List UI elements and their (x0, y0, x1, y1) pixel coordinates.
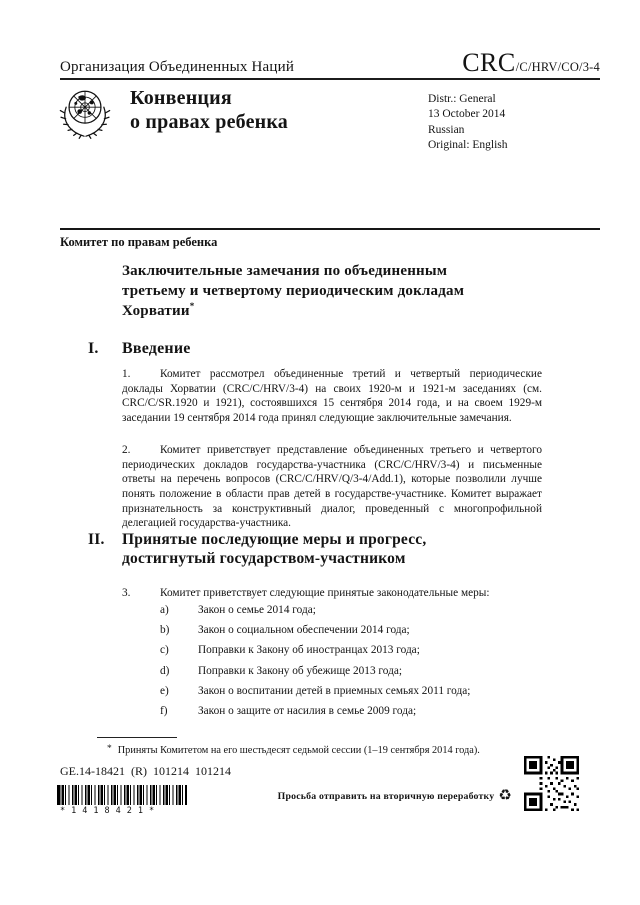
section-i-number: I. (88, 340, 99, 357)
document-title-line1: Заключительные замечания по объединенным (122, 263, 448, 279)
section-ii-heading (88, 530, 426, 569)
document-title-line3: Хорватии* (122, 301, 195, 319)
org-name: Организация Объединенных Наций (60, 59, 295, 75)
list-item-text: Закон о защите от насилия в семье 2009 года; (198, 704, 417, 717)
ge-number: GE.14-18421 (R) 101214 101214 (60, 764, 231, 778)
list-item-letter: d) (160, 664, 170, 677)
title-footnote-marker: * (189, 301, 195, 311)
document-symbol (462, 50, 600, 76)
list-item-text: Закон о воспитании детей в приемных семьях 2011 года; (198, 684, 471, 697)
section-rule (60, 228, 600, 230)
paragraph-2-text: Комитет приветствует представление объединенных третьего и четвертого периодических докладов государства-участника (CRC/C/HRV/3-4) и письменные ответы на перечень вопросов (CRC/C/HRV/Q/3-4/Add.1), которые позволили лучше понять положение в области прав детей в государстве-участнике. Комитет выражает признательность за конструктивный диалог, проведенный с многопрофильной делегацией государства-участника. (122, 444, 542, 530)
convention-title (130, 87, 288, 134)
list-item-letter: a) (160, 604, 169, 616)
list-item (160, 603, 550, 618)
distribution-info (428, 92, 508, 153)
convention-title-line2: о правах ребенка (130, 110, 289, 133)
paragraph-2 (122, 443, 542, 531)
barcode (57, 785, 187, 816)
section-ii-title-line2: достигнутый государством-участником (122, 550, 406, 568)
recycle-note (277, 788, 512, 804)
list-item-text: Закон о социальном обеспечении 2014 года; (198, 624, 410, 637)
measures-list (160, 603, 550, 724)
paragraph-3-text: Комитет приветствует следующие принятые законодательные меры: (160, 587, 490, 599)
un-emblem-icon (56, 84, 114, 142)
convention-title-line1: Конвенция (130, 87, 232, 109)
section-ii-title (122, 530, 426, 569)
original-line: Original: English (428, 138, 508, 151)
barcode-icon (57, 785, 187, 805)
list-item (160, 704, 550, 719)
list-item-letter: e) (160, 684, 169, 697)
list-item (160, 664, 550, 679)
footnote-separator (97, 737, 177, 738)
document-symbol-suffix: /C/HRV/CO/3-4 (515, 60, 600, 74)
qr-code-icon (524, 756, 579, 811)
list-item-letter: b) (160, 624, 170, 637)
list-item-text: Поправки к Закону об иностранцах 2013 года; (198, 644, 420, 657)
list-item (160, 623, 550, 638)
paragraph-1-text: Комитет рассмотрел объединенные третий и четвертый периодические доклады Хорватии (CRC/C/HRV/3-4) на своих 1920-м и 1921-м заседаниях (см. CRC/C/SR.1920 и 1921), состоявшихся 15 сентября 2014 года, и на своем 1929-м заседании 19 сентября 2014 года принял следующие заключительные замечания. (122, 368, 542, 425)
section-i-title: Введение (122, 340, 191, 357)
list-item-text: Поправки к Закону об убежище 2013 года; (198, 664, 402, 677)
list-item-letter: c) (160, 644, 169, 657)
paragraph-3 (122, 586, 542, 601)
footnote-text: Приняты Комитетом на его шестьдесят седьмой сессии (1–19 сентября 2014 года). (117, 745, 480, 756)
section-ii-title-line1: Принятые последующие меры и прогресс, (122, 531, 427, 548)
list-item (160, 684, 550, 699)
list-item-text: Закон о семье 2014 года; (198, 604, 316, 616)
committee-label: Комитет по правам ребенка (60, 235, 218, 249)
paragraph-1 (122, 367, 542, 426)
paragraph-1-number: 1. (122, 368, 131, 380)
barcode-label: *1418421* (60, 806, 161, 816)
section-i-heading (88, 339, 191, 359)
document-symbol-main: CRC (462, 48, 516, 77)
paragraph-2-number: 2. (122, 444, 131, 456)
document-title (122, 262, 552, 322)
language-line: Russian (428, 123, 465, 136)
distr-line: Distr.: General (428, 93, 496, 105)
footnote (97, 744, 557, 756)
section-ii-number: II. (88, 531, 105, 548)
recycle-text: Просьба отправить на вторичную переработку (277, 791, 495, 802)
list-item-letter: f) (160, 704, 168, 717)
date-line: 13 October 2014 (428, 108, 506, 121)
footnote-marker: * (107, 744, 112, 754)
paragraph-3-number: 3. (122, 587, 131, 599)
document-title-line2: третьему и четвертому периодическим докладам (122, 282, 465, 299)
un-header (60, 50, 600, 80)
list-item (160, 643, 550, 658)
recycle-icon: ♻ (498, 788, 512, 804)
